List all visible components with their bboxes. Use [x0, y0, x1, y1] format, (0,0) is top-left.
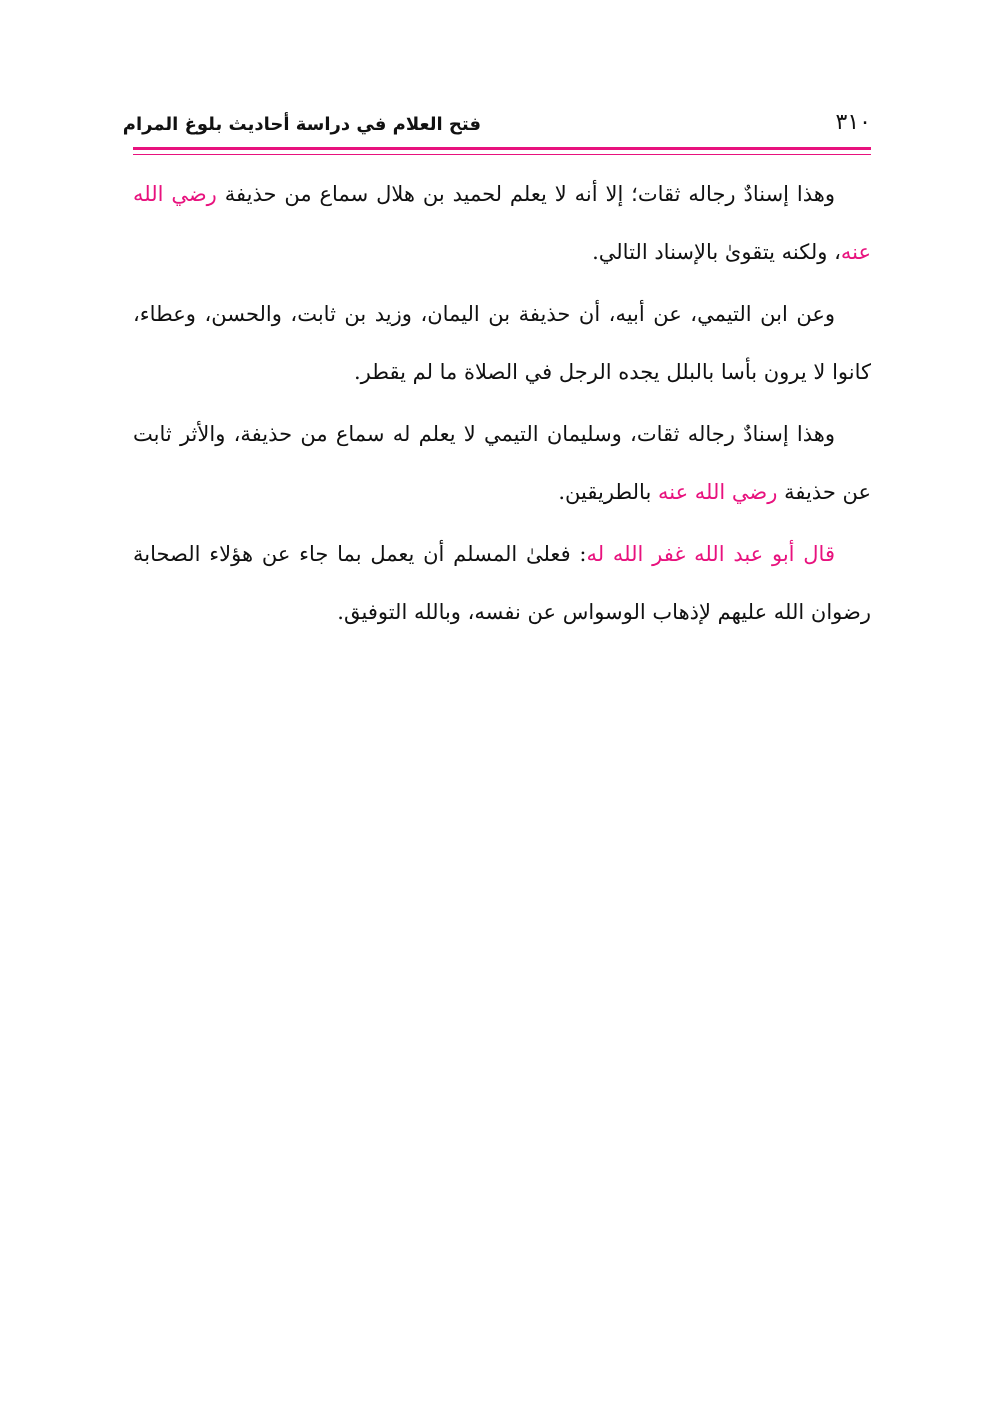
paragraph-text: وعن ابن التيمي، عن أبيه، أن حذيفة بن اليمان، وزيد بن ثابت، والحسن، وعطاء، كانوا لا يرون بأسا بالبلل يجده الرجل في الصلاة ما لم يقطر.	[133, 302, 871, 384]
page-number: ٣١٠	[835, 110, 871, 135]
paragraph-text: : فعلىٰ المسلم أن يعمل بما جاء عن هؤلاء الصحابة رضوان الله عليهم لإذهاب الوسواس عن نفسه، وبالله التوفيق.	[133, 542, 871, 624]
author-attribution: قال أبو عبد الله غفر الله له	[586, 542, 835, 566]
page-body	[133, 165, 871, 645]
header-rule-thin	[133, 154, 871, 155]
page-header	[122, 110, 871, 142]
paragraph-text: بالطريقين.	[558, 480, 658, 504]
paragraph-2	[133, 285, 871, 401]
paragraph-3	[133, 405, 871, 521]
running-title: فتح العلام في دراسة أحاديث بلوغ المرام	[122, 114, 481, 135]
honorific-radiallahu: رضي الله عنه	[657, 480, 778, 504]
header-rule-thick	[133, 147, 871, 150]
honorific-radiallahu: رضي الله عنه	[133, 182, 871, 264]
paragraph-text: وهذا إسنادٌ رجاله ثقات؛ إلا أنه لا يعلم لحميد بن هلال سماع من حذيفة	[216, 182, 835, 206]
paragraph-text: وهذا إسنادٌ رجاله ثقات، وسليمان التيمي لا يعلم له سماع من حذيفة، والأثر ثابت عن حذيفة	[133, 422, 871, 504]
paragraph-4	[133, 525, 871, 641]
paragraph-1	[133, 165, 871, 281]
paragraph-text: ، ولكنه يتقوىٰ بالإسناد التالي.	[592, 240, 841, 264]
